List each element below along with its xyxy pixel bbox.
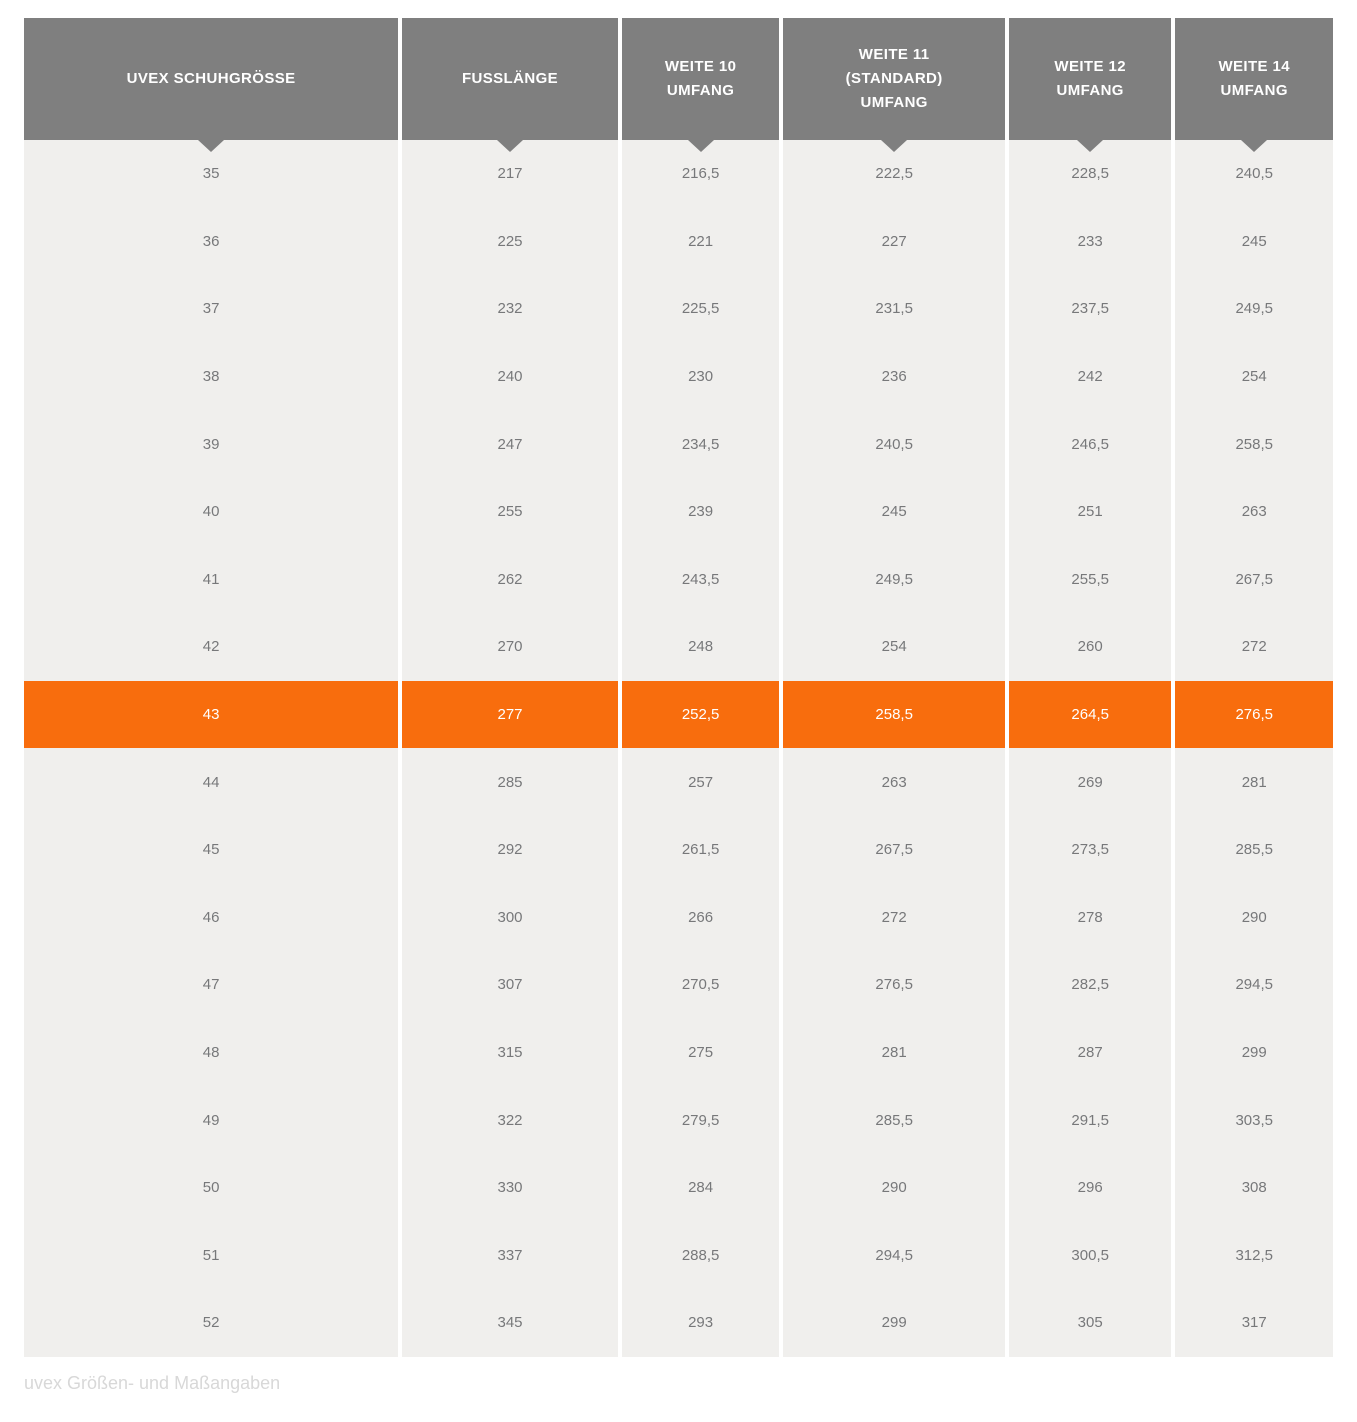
highlighted-table-cell: 277 bbox=[402, 681, 618, 749]
uvex-size-table bbox=[24, 18, 1333, 1357]
triangle-down-icon bbox=[881, 140, 907, 152]
table-cell: 317 bbox=[1175, 1289, 1333, 1357]
table-cell: 315 bbox=[402, 1019, 618, 1087]
triangle-down-icon bbox=[688, 140, 714, 152]
table-cell: 50 bbox=[24, 1154, 398, 1222]
column-header bbox=[1175, 18, 1333, 140]
highlighted-table-cell: 258,5 bbox=[783, 681, 1005, 749]
table-cell: 270,5 bbox=[622, 951, 780, 1019]
table-cell: 221 bbox=[622, 208, 780, 276]
table-cell: 337 bbox=[402, 1222, 618, 1290]
table-cell: 322 bbox=[402, 1086, 618, 1154]
table-cell: 282,5 bbox=[1009, 951, 1171, 1019]
column-header-line: WEITE 10 bbox=[664, 58, 737, 75]
table-cell: 257 bbox=[622, 748, 780, 816]
table-cell: 45 bbox=[24, 816, 398, 884]
table-cell: 254 bbox=[1175, 343, 1333, 411]
table-cell: 312,5 bbox=[1175, 1222, 1333, 1290]
table-cell: 299 bbox=[1175, 1019, 1333, 1087]
table-cell: 40 bbox=[24, 478, 398, 546]
table-cell: 245 bbox=[783, 478, 1005, 546]
table-cell: 227 bbox=[783, 208, 1005, 276]
table-cell: 273,5 bbox=[1009, 816, 1171, 884]
table-cell: 240,5 bbox=[783, 410, 1005, 478]
column-header-line: UVEX SCHUHGRÖSSE bbox=[126, 70, 296, 87]
table-cell: 230 bbox=[622, 343, 780, 411]
table-cell: 52 bbox=[24, 1289, 398, 1357]
table-cell: 51 bbox=[24, 1222, 398, 1290]
table-cell: 263 bbox=[783, 748, 1005, 816]
table-cell: 39 bbox=[24, 410, 398, 478]
table-cell: 275 bbox=[622, 1019, 780, 1087]
table-cell: 255,5 bbox=[1009, 546, 1171, 614]
table-cell: 249,5 bbox=[1175, 275, 1333, 343]
table-cell: 42 bbox=[24, 613, 398, 681]
column-header-line: UMFANG bbox=[1220, 82, 1288, 99]
table-cell: 276,5 bbox=[783, 951, 1005, 1019]
column-header-line: WEITE 14 bbox=[1218, 58, 1290, 75]
table-cell: 285,5 bbox=[1175, 816, 1333, 884]
table-cell: 233 bbox=[1009, 208, 1171, 276]
table-cell: 240 bbox=[402, 343, 618, 411]
table-cell: 279,5 bbox=[622, 1086, 780, 1154]
table-cell: 248 bbox=[622, 613, 780, 681]
table-cell: 266 bbox=[622, 884, 780, 952]
table-cell: 262 bbox=[402, 546, 618, 614]
table-cell: 292 bbox=[402, 816, 618, 884]
column-header-line: WEITE 12 bbox=[1054, 58, 1126, 75]
table-cell: 49 bbox=[24, 1086, 398, 1154]
table-cell: 260 bbox=[1009, 613, 1171, 681]
table-cell: 225,5 bbox=[622, 275, 780, 343]
column-header-line: WEITE 11 bbox=[858, 46, 930, 63]
table-cell: 232 bbox=[402, 275, 618, 343]
table-cell: 267,5 bbox=[1175, 546, 1333, 614]
table-cell: 345 bbox=[402, 1289, 618, 1357]
table-cell: 278 bbox=[1009, 884, 1171, 952]
table-cell: 237,5 bbox=[1009, 275, 1171, 343]
column-header-line: FUSSLÄNGE bbox=[461, 70, 559, 87]
table-cell: 246,5 bbox=[1009, 410, 1171, 478]
column-header bbox=[402, 18, 618, 140]
triangle-down-icon bbox=[1241, 140, 1267, 152]
table-cell: 217 bbox=[402, 140, 618, 208]
column-header-line: UMFANG bbox=[1056, 82, 1124, 99]
table-cell: 247 bbox=[402, 410, 618, 478]
highlighted-table-cell: 252,5 bbox=[622, 681, 780, 749]
table-cell: 290 bbox=[783, 1154, 1005, 1222]
table-cell: 258,5 bbox=[1175, 410, 1333, 478]
triangle-down-icon bbox=[198, 140, 224, 152]
column-header bbox=[1009, 18, 1171, 140]
table-cell: 239 bbox=[622, 478, 780, 546]
table-cell: 300 bbox=[402, 884, 618, 952]
table-cell: 294,5 bbox=[783, 1222, 1005, 1290]
triangle-down-icon bbox=[497, 140, 523, 152]
table-cell: 281 bbox=[783, 1019, 1005, 1087]
table-cell: 47 bbox=[24, 951, 398, 1019]
table-cell: 37 bbox=[24, 275, 398, 343]
table-cell: 48 bbox=[24, 1019, 398, 1087]
table-cell: 285 bbox=[402, 748, 618, 816]
table-cell: 216,5 bbox=[622, 140, 780, 208]
column-header-line: UMFANG bbox=[666, 82, 735, 99]
table-cell: 228,5 bbox=[1009, 140, 1171, 208]
table-cell: 270 bbox=[402, 613, 618, 681]
table-cell: 236 bbox=[783, 343, 1005, 411]
table-cell: 245 bbox=[1175, 208, 1333, 276]
table-cell: 36 bbox=[24, 208, 398, 276]
table-cell: 287 bbox=[1009, 1019, 1171, 1087]
table-cell: 240,5 bbox=[1175, 140, 1333, 208]
table-cell: 41 bbox=[24, 546, 398, 614]
table-cell: 243,5 bbox=[622, 546, 780, 614]
table-cell: 269 bbox=[1009, 748, 1171, 816]
table-cell: 231,5 bbox=[783, 275, 1005, 343]
table-cell: 303,5 bbox=[1175, 1086, 1333, 1154]
table-cell: 300,5 bbox=[1009, 1222, 1171, 1290]
triangle-down-icon bbox=[1077, 140, 1103, 152]
table-cell: 293 bbox=[622, 1289, 780, 1357]
column-header bbox=[24, 18, 398, 140]
highlighted-table-cell: 276,5 bbox=[1175, 681, 1333, 749]
table-cell: 281 bbox=[1175, 748, 1333, 816]
table-cell: 255 bbox=[402, 478, 618, 546]
table-cell: 288,5 bbox=[622, 1222, 780, 1290]
table-cell: 46 bbox=[24, 884, 398, 952]
table-cell: 261,5 bbox=[622, 816, 780, 884]
table-cell: 305 bbox=[1009, 1289, 1171, 1357]
table-cell: 290 bbox=[1175, 884, 1333, 952]
table-cell: 308 bbox=[1175, 1154, 1333, 1222]
column-header bbox=[783, 18, 1005, 140]
table-cell: 272 bbox=[783, 884, 1005, 952]
table-cell: 44 bbox=[24, 748, 398, 816]
table-cell: 242 bbox=[1009, 343, 1171, 411]
table-cell: 284 bbox=[622, 1154, 780, 1222]
table-cell: 234,5 bbox=[622, 410, 780, 478]
table-cell: 294,5 bbox=[1175, 951, 1333, 1019]
table-cell: 35 bbox=[24, 140, 398, 208]
table-cell: 285,5 bbox=[783, 1086, 1005, 1154]
table-cell: 307 bbox=[402, 951, 618, 1019]
column-header-line: UMFANG bbox=[860, 94, 928, 111]
table-cell: 330 bbox=[402, 1154, 618, 1222]
column-header bbox=[622, 18, 780, 140]
table-cell: 272 bbox=[1175, 613, 1333, 681]
column-header-line: (STANDARD) bbox=[845, 70, 943, 87]
table-cell: 254 bbox=[783, 613, 1005, 681]
table-cell: 299 bbox=[783, 1289, 1005, 1357]
highlighted-table-cell: 264,5 bbox=[1009, 681, 1171, 749]
table-caption: uvex Größen- und Maßangaben bbox=[24, 1372, 281, 1393]
table-cell: 296 bbox=[1009, 1154, 1171, 1222]
table-cell: 38 bbox=[24, 343, 398, 411]
table-cell: 267,5 bbox=[783, 816, 1005, 884]
table-cell: 225 bbox=[402, 208, 618, 276]
table-cell: 251 bbox=[1009, 478, 1171, 546]
highlighted-table-cell: 43 bbox=[24, 681, 398, 749]
table-cell: 291,5 bbox=[1009, 1086, 1171, 1154]
table-cell: 263 bbox=[1175, 478, 1333, 546]
table-cell: 249,5 bbox=[783, 546, 1005, 614]
table-cell: 222,5 bbox=[783, 140, 1005, 208]
